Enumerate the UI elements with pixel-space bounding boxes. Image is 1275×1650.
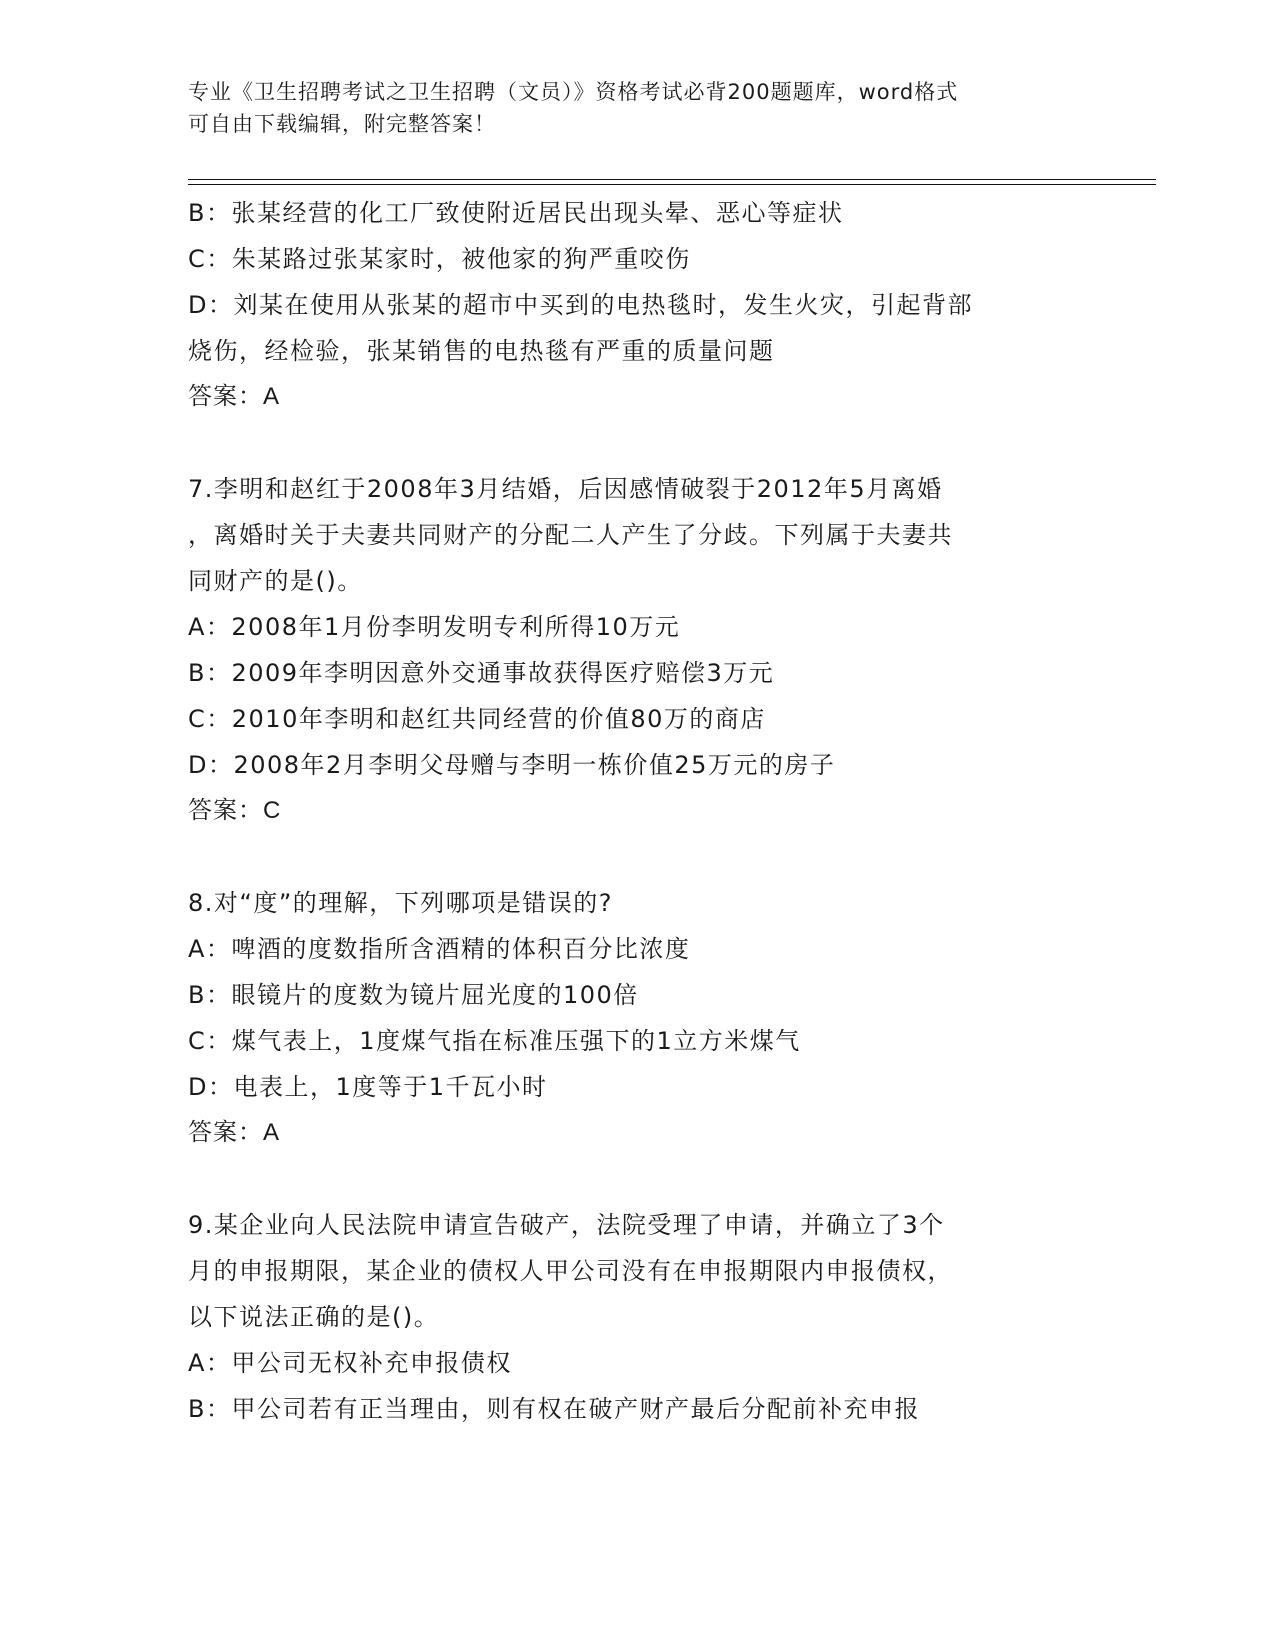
q8-option-d: D：电表上，1度等于1千瓦小时	[188, 1073, 548, 1101]
header-divider-top	[188, 179, 1156, 180]
q6-answer: 答案：A	[188, 383, 281, 410]
q7-option-a: A：2008年1月份李明发明专利所得10万元	[188, 613, 681, 641]
q9-option-b: B：甲公司若有正当理由，则有权在破产财产最后分配前补充申报	[188, 1395, 920, 1423]
spacer	[188, 834, 1088, 880]
spacer	[188, 420, 1088, 466]
q7-option-b: B：2009年李明因意外交通事故获得医疗赔偿3万元	[188, 659, 775, 687]
q8-option-a: A：啤酒的度数指所含酒精的体积百分比浓度	[188, 935, 691, 963]
q7-answer: 答案：C	[188, 797, 282, 824]
header-divider-bottom	[188, 184, 1156, 185]
q7-stem-line-2: ，离婚时关于夫妻共同财产的分配二人产生了分歧。下列属于夫妻共	[188, 521, 953, 549]
document-header	[188, 76, 1088, 140]
q6-option-d-line-2: 烧伤，经检验，张某销售的电热毯有严重的质量问题	[188, 337, 775, 365]
q8-answer: 答案：A	[188, 1119, 281, 1146]
q9-option-a: A：甲公司无权补充申报债权	[188, 1349, 512, 1377]
q7-stem-line-1: 7.李明和赵红于2008年3月结婚，后因感情破裂于2012年5月离婚	[188, 475, 943, 503]
q9-stem-line-2: 月的申报期限，某企业的债权人甲公司没有在申报期限内申报债权，	[188, 1257, 953, 1285]
q6-option-b: B：张某经营的化工厂致使附近居民出现头晕、恶心等症状	[188, 199, 844, 227]
q7-option-d: D：2008年2月李明父母赠与李明一栋价值25万元的房子	[188, 751, 836, 779]
q6-option-c: C：朱某路过张某家时，被他家的狗严重咬伤	[188, 245, 691, 273]
q8-option-b: B：眼镜片的度数为镜片屈光度的100倍	[188, 981, 639, 1009]
q9-stem-line-3: 以下说法正确的是()。	[188, 1303, 440, 1331]
q7-option-c: C：2010年李明和赵红共同经营的价值80万的商店	[188, 705, 766, 733]
question-8	[188, 880, 1088, 1156]
question-9	[188, 1202, 1088, 1432]
q8-option-c: C：煤气表上，1度煤气指在标准压强下的1立方米煤气	[188, 1027, 801, 1055]
header-title-line-2: 可自由下载编辑，附完整答案！	[188, 112, 496, 136]
question-7	[188, 466, 1088, 834]
q6-option-d-line-1: D：刘某在使用从张某的超市中买到的电热毯时，发生火灾，引起背部	[188, 291, 973, 319]
q8-stem-line-1: 8.对“度”的理解，下列哪项是错误的?	[188, 889, 614, 917]
document-body	[188, 190, 1088, 1432]
header-title-line-1: 专业《卫生招聘考试之卫生招聘（文员）》资格考试必背200题题库，word格式	[188, 80, 959, 104]
spacer	[188, 1156, 1088, 1202]
q7-stem-line-3: 同财产的是()。	[188, 567, 363, 595]
q9-stem-line-1: 9.某企业向人民法院申请宣告破产，法院受理了申请，并确立了3个	[188, 1211, 945, 1239]
question-6-continued	[188, 190, 1088, 420]
